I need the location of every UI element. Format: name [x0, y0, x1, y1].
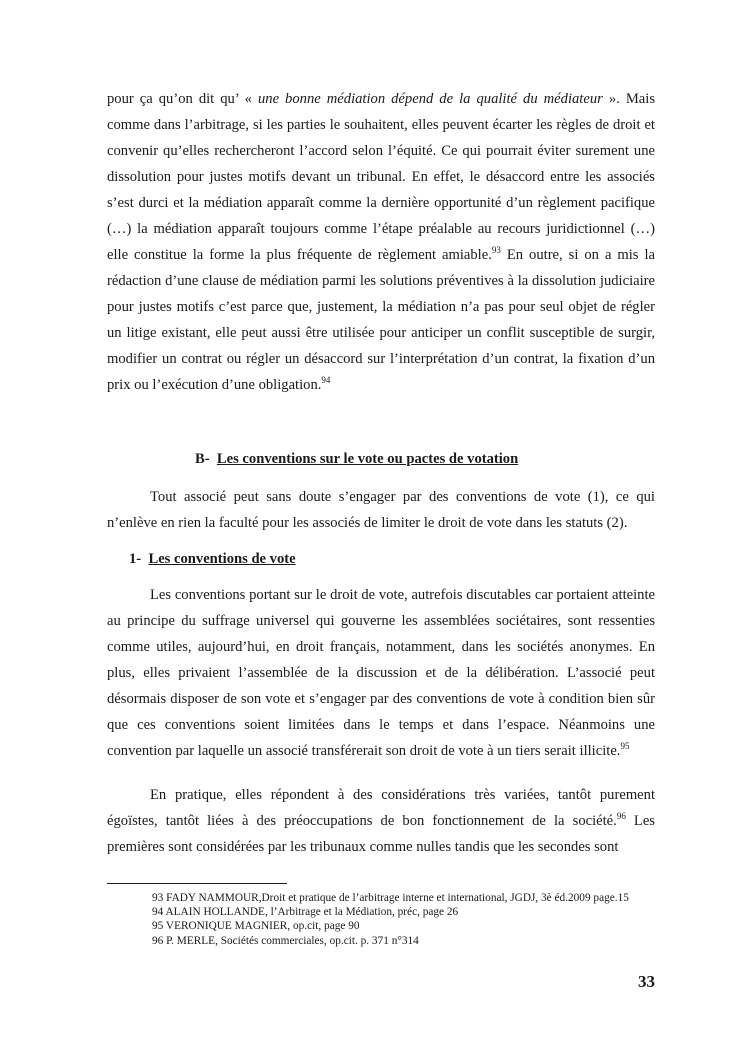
footnote-ref-95[interactable]: 95: [620, 741, 630, 751]
footnote-94: 94 ALAIN HOLLANDE, l’Arbitrage et la Médiation, préc, page 26: [152, 906, 459, 919]
paragraph-text: Les conventions portant sur le droit de vote, autrefois discutables car portaient atteinte au principe du suffrage universel qui gouverne les assemblées sociétaires, sont ressenties comme utiles, aujourd’hui, en droit français, notamment, dans les sociétés anonymes. En plus, elles privaient l’assemblée de la discussion et de la délibération. L’associé peut désormais disposer de son vote et s’engager par des conventions de vote à condition bien sûr que ces conventions soient limitées dans le temps et dans l’espace. Néanmoins une convention par laquelle un associé transférerait son droit de vote à un tiers serait illicite.: [107, 587, 655, 759]
body-text: [107, 86, 655, 860]
paragraph-text: ». Mais comme dans l’arbitrage, si les parties le souhaitent, elles peuvent écarter les règles de droit et convenir qu’elles rechercheront l’accord selon l’équité. Ce qui pourrait éviter surement une dissolution pour justes motifs devant un tribunal. En effet, le désaccord entre les associés s’est durci et la médiation apparaît comme la dernière opportunité d’un règlement pacifique (…) la médiation apparaît toujours comme l’étape préalable au recours juridictionnel (…) elle constitue la forme la plus fréquente de règlement amiable.: [107, 91, 656, 263]
paragraph-text: En outre, si on a mis la rédaction d’une clause de médiation parmi les solutions préventives à la dissolution judiciaire pour justes motifs c’est parce que, justement, la médiation n’a pas pour seul objet de régler un litige existant, elle peut aussi être utilisée pour anticiper un conflit susceptible de surgir, modifier un contrat ou régler un désaccord sur l’interprétation d’un contrat, la fixation d’un prix ou l’exécution d’une obligation.: [107, 247, 655, 393]
section-number: B-: [195, 451, 210, 467]
paragraph-gap: [107, 764, 655, 782]
footnote-93: 93 FADY NAMMOUR,Droit et pratique de l’arbitrage interne et international, JGDJ, 3è éd.2009 page.15: [152, 892, 629, 904]
paragraph-text: pour ça qu’on dit qu’ «: [107, 91, 258, 107]
footnotes: [152, 891, 655, 948]
section-heading-b: [107, 446, 655, 472]
footnote-96: 96 P. MERLE, Sociétés commerciales, op.cit. p. 371 n°314: [152, 934, 419, 947]
footnote-ref-93[interactable]: 93: [491, 245, 501, 255]
footnote-ref-94[interactable]: 94: [321, 375, 331, 385]
quote-text: une bonne médiation dépend de la qualité du médiateur: [257, 91, 603, 107]
paragraph-conventions: [107, 582, 655, 764]
subsection-title: Les conventions de vote: [148, 551, 296, 567]
footnote-95: 95 VERONIQUE MAGNIER, op.cit, page 90: [152, 920, 360, 933]
subsection-heading-1: [107, 546, 655, 572]
page-number: 33: [638, 972, 655, 991]
footnote-separator: [107, 883, 287, 884]
section-title: Les conventions sur le vote ou pactes de votation: [216, 451, 519, 467]
paragraph-text: En pratique, elles répondent à des considérations très variées, tantôt purement égoïstes, tantôt liées à des préoccupations de bon fonctionnement de la société.: [107, 787, 655, 829]
subsection-number: 1-: [129, 551, 142, 567]
paragraph-mediation: [107, 86, 655, 398]
footnote-ref-96[interactable]: 96: [616, 811, 626, 821]
paragraph-text: Les premières sont considérées par les tribunaux comme nulles tandis que les secondes sont: [107, 813, 655, 855]
paragraph-intro-votes: Tout associé peut sans doute s’engager par des conventions de vote (1), ce qui n’enlève en rien la faculté pour les associés de limiter le droit de vote dans les statuts (2).: [107, 489, 655, 531]
paragraph-practice: [107, 782, 655, 860]
